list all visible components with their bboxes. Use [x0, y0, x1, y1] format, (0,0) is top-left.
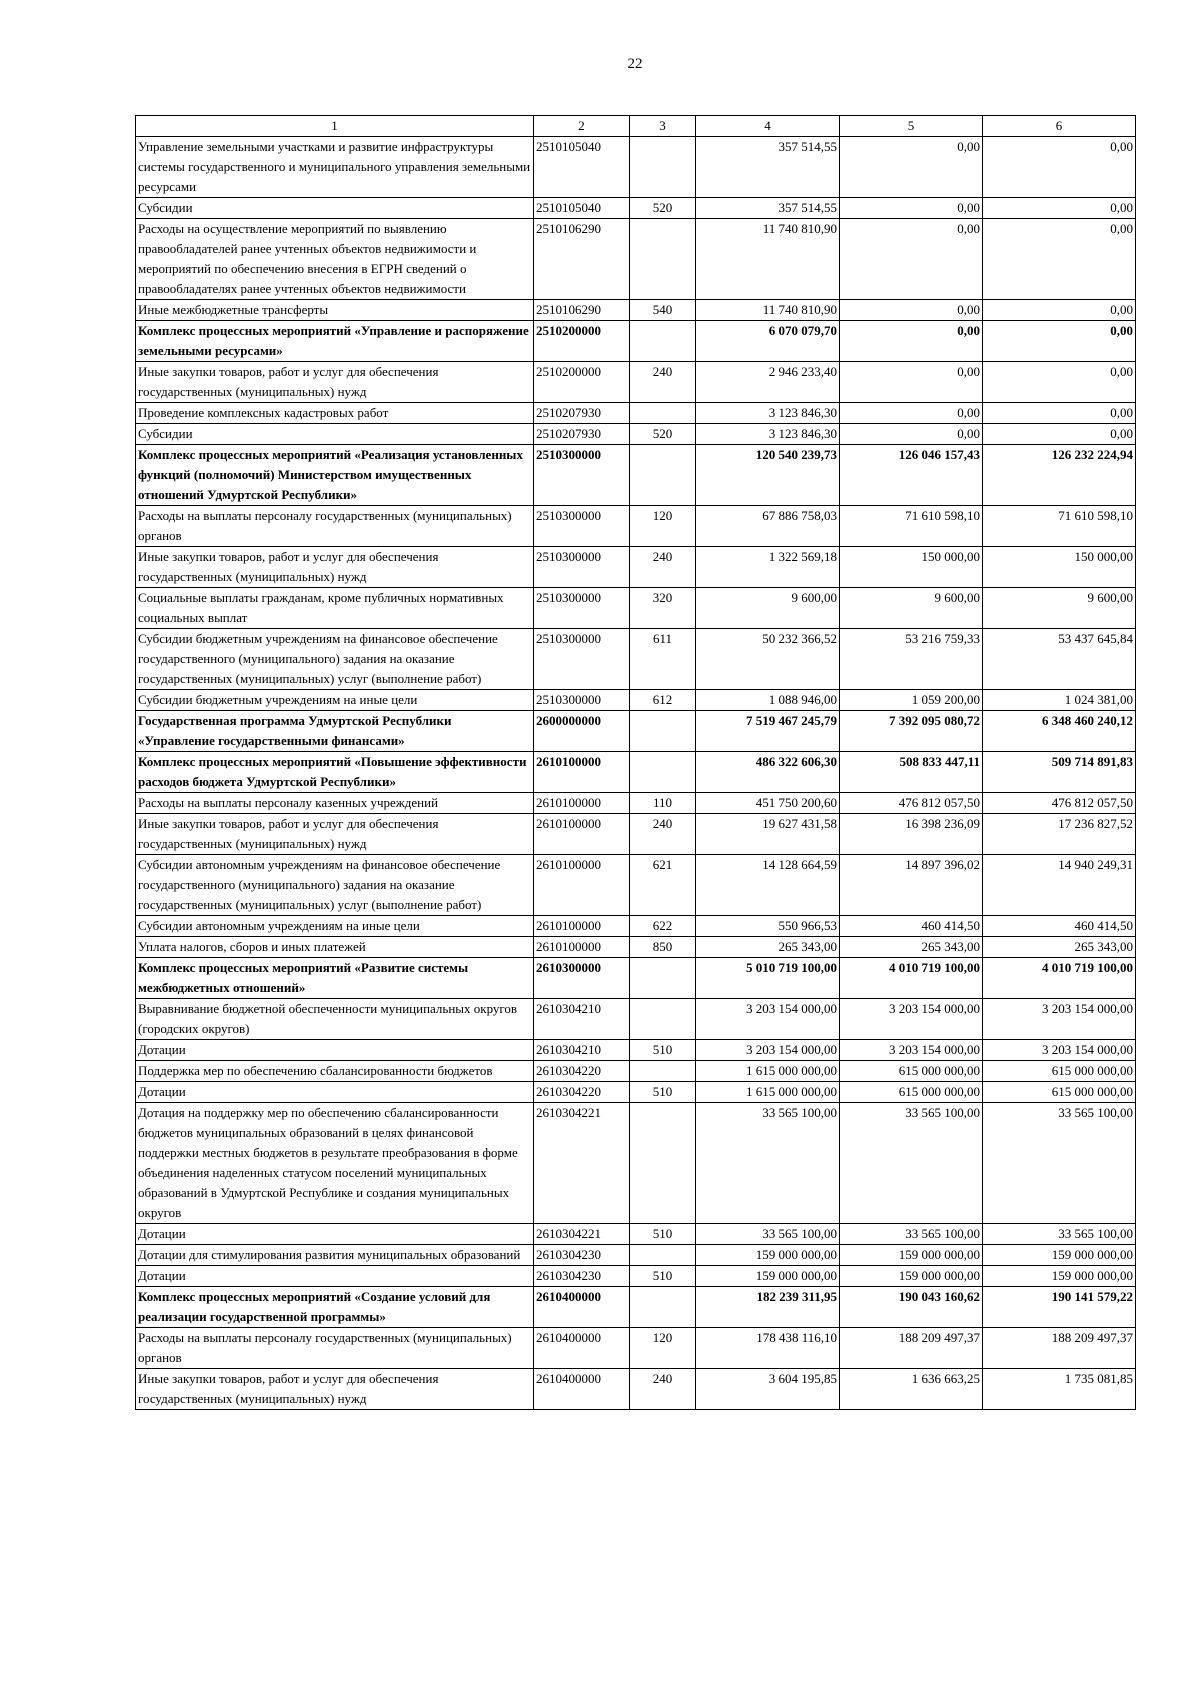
row-name-cell: Комплекс процессных мероприятий «Реализация установленных функций (полномочий) Министерством имущественных отношений Удмуртской Республики»: [136, 445, 534, 506]
row-value-col5-cell: 33 565 100,00: [840, 1224, 983, 1245]
row-name-cell: Расходы на выплаты персоналу государственных (муниципальных) органов: [136, 1328, 534, 1369]
row-name-cell: Дотации: [136, 1082, 534, 1103]
row-value-col5-cell: 159 000 000,00: [840, 1266, 983, 1287]
row-code-cell: 2610100000: [534, 855, 630, 916]
row-value-col4-cell: 1 322 569,18: [696, 547, 840, 588]
row-type-cell: 510: [630, 1266, 696, 1287]
row-name-cell: Иные закупки товаров, работ и услуг для обеспечения государственных (муниципальных) нужд: [136, 1369, 534, 1410]
table-row: [136, 916, 1136, 937]
row-value-col5-cell: 14 897 396,02: [840, 855, 983, 916]
row-value-col6-cell: 476 812 057,50: [983, 793, 1136, 814]
table-row: [136, 321, 1136, 362]
row-value-col4-cell: 11 740 810,90: [696, 219, 840, 300]
row-type-cell: 621: [630, 855, 696, 916]
row-name-cell: Государственная программа Удмуртской Республики «Управление государственными финансами»: [136, 711, 534, 752]
row-type-cell: [630, 321, 696, 362]
row-name-cell: Комплекс процессных мероприятий «Повышение эффективности расходов бюджета Удмуртской Республики»: [136, 752, 534, 793]
row-value-col4-cell: 159 000 000,00: [696, 1266, 840, 1287]
row-value-col6-cell: 509 714 891,83: [983, 752, 1136, 793]
column-header: 3: [630, 116, 696, 137]
row-value-col5-cell: 1 059 200,00: [840, 690, 983, 711]
row-name-cell: Расходы на выплаты персоналу казенных учреждений: [136, 793, 534, 814]
row-type-cell: [630, 999, 696, 1040]
row-value-col6-cell: 9 600,00: [983, 588, 1136, 629]
row-value-col6-cell: 1 735 081,85: [983, 1369, 1136, 1410]
row-code-cell: 2510300000: [534, 690, 630, 711]
row-type-cell: [630, 445, 696, 506]
row-type-cell: 520: [630, 198, 696, 219]
column-header: 2: [534, 116, 630, 137]
row-type-cell: 120: [630, 506, 696, 547]
row-code-cell: 2610100000: [534, 793, 630, 814]
row-code-cell: 2610304220: [534, 1061, 630, 1082]
table-row: [136, 1266, 1136, 1287]
row-value-col4-cell: 19 627 431,58: [696, 814, 840, 855]
row-type-cell: 510: [630, 1082, 696, 1103]
row-value-col6-cell: 4 010 719 100,00: [983, 958, 1136, 999]
row-value-col6-cell: 615 000 000,00: [983, 1061, 1136, 1082]
row-type-cell: 540: [630, 300, 696, 321]
row-type-cell: 850: [630, 937, 696, 958]
row-value-col6-cell: 150 000,00: [983, 547, 1136, 588]
row-type-cell: 240: [630, 1369, 696, 1410]
row-name-cell: Иные закупки товаров, работ и услуг для обеспечения государственных (муниципальных) нужд: [136, 814, 534, 855]
row-value-col4-cell: 1 615 000 000,00: [696, 1082, 840, 1103]
table-row: [136, 137, 1136, 198]
table-row: [136, 506, 1136, 547]
row-code-cell: 2600000000: [534, 711, 630, 752]
row-value-col5-cell: 190 043 160,62: [840, 1287, 983, 1328]
table-row: [136, 300, 1136, 321]
row-type-cell: 240: [630, 814, 696, 855]
row-code-cell: 2610100000: [534, 814, 630, 855]
row-name-cell: Выравнивание бюджетной обеспеченности муниципальных округов (городских округов): [136, 999, 534, 1040]
row-value-col4-cell: 451 750 200,60: [696, 793, 840, 814]
row-name-cell: Субсидии бюджетным учреждениям на иные цели: [136, 690, 534, 711]
row-code-cell: 2610100000: [534, 752, 630, 793]
row-code-cell: 2610304220: [534, 1082, 630, 1103]
row-value-col5-cell: 460 414,50: [840, 916, 983, 937]
row-value-col6-cell: 33 565 100,00: [983, 1103, 1136, 1224]
row-value-col5-cell: 1 636 663,25: [840, 1369, 983, 1410]
row-name-cell: Субсидии: [136, 424, 534, 445]
row-value-col4-cell: 265 343,00: [696, 937, 840, 958]
row-value-col6-cell: 159 000 000,00: [983, 1245, 1136, 1266]
row-value-col6-cell: 3 203 154 000,00: [983, 999, 1136, 1040]
row-name-cell: Субсидии: [136, 198, 534, 219]
row-value-col5-cell: 3 203 154 000,00: [840, 999, 983, 1040]
row-name-cell: Комплекс процессных мероприятий «Управление и распоряжение земельными ресурсами»: [136, 321, 534, 362]
row-code-cell: 2610304221: [534, 1224, 630, 1245]
row-code-cell: 2510300000: [534, 547, 630, 588]
row-type-cell: 240: [630, 547, 696, 588]
row-value-col4-cell: 6 070 079,70: [696, 321, 840, 362]
table-row: [136, 219, 1136, 300]
row-value-col5-cell: 16 398 236,09: [840, 814, 983, 855]
row-value-col4-cell: 3 123 846,30: [696, 403, 840, 424]
row-name-cell: Дотации: [136, 1224, 534, 1245]
row-value-col6-cell: 615 000 000,00: [983, 1082, 1136, 1103]
table-row: [136, 793, 1136, 814]
row-value-col4-cell: 3 203 154 000,00: [696, 1040, 840, 1061]
row-name-cell: Дотация на поддержку мер по обеспечению сбалансированности бюджетов муниципальных образований в целях финансовой поддержки местных бюджетов в результате преобразования в форме объединения наделенных статусом поселений муниципальных образований в Удмуртской Республике и создания муниципальных округов: [136, 1103, 534, 1224]
row-type-cell: 622: [630, 916, 696, 937]
row-value-col6-cell: 17 236 827,52: [983, 814, 1136, 855]
row-type-cell: [630, 711, 696, 752]
row-code-cell: 2610304230: [534, 1245, 630, 1266]
row-value-col6-cell: 126 232 224,94: [983, 445, 1136, 506]
row-value-col6-cell: 33 565 100,00: [983, 1224, 1136, 1245]
row-value-col4-cell: 33 565 100,00: [696, 1224, 840, 1245]
row-code-cell: 2510106290: [534, 300, 630, 321]
row-value-col5-cell: 615 000 000,00: [840, 1061, 983, 1082]
row-value-col4-cell: 178 438 116,10: [696, 1328, 840, 1369]
row-value-col6-cell: 3 203 154 000,00: [983, 1040, 1136, 1061]
row-value-col6-cell: 0,00: [983, 424, 1136, 445]
row-value-col4-cell: 357 514,55: [696, 137, 840, 198]
row-value-col6-cell: 0,00: [983, 321, 1136, 362]
table-row: [136, 814, 1136, 855]
table-row: [136, 1082, 1136, 1103]
row-value-col5-cell: 0,00: [840, 362, 983, 403]
row-name-cell: Субсидии автономным учреждениям на иные цели: [136, 916, 534, 937]
row-code-cell: 2510106290: [534, 219, 630, 300]
row-value-col4-cell: 2 946 233,40: [696, 362, 840, 403]
row-value-col4-cell: 3 123 846,30: [696, 424, 840, 445]
column-header: 6: [983, 116, 1136, 137]
row-code-cell: 2610100000: [534, 937, 630, 958]
row-type-cell: 120: [630, 1328, 696, 1369]
row-value-col5-cell: 265 343,00: [840, 937, 983, 958]
row-value-col5-cell: 159 000 000,00: [840, 1245, 983, 1266]
row-value-col4-cell: 1 088 946,00: [696, 690, 840, 711]
row-name-cell: Социальные выплаты гражданам, кроме публичных нормативных социальных выплат: [136, 588, 534, 629]
table-row: [136, 445, 1136, 506]
row-value-col6-cell: 0,00: [983, 362, 1136, 403]
row-code-cell: 2610400000: [534, 1369, 630, 1410]
row-value-col4-cell: 120 540 239,73: [696, 445, 840, 506]
table-row: [136, 752, 1136, 793]
row-type-cell: 520: [630, 424, 696, 445]
table-row: [136, 1103, 1136, 1224]
row-name-cell: Комплекс процессных мероприятий «Развитие системы межбюджетных отношений»: [136, 958, 534, 999]
row-value-col4-cell: 67 886 758,03: [696, 506, 840, 547]
row-type-cell: 110: [630, 793, 696, 814]
table-row: [136, 424, 1136, 445]
row-type-cell: [630, 752, 696, 793]
row-name-cell: Иные межбюджетные трансферты: [136, 300, 534, 321]
row-value-col5-cell: 0,00: [840, 424, 983, 445]
row-value-col6-cell: 71 610 598,10: [983, 506, 1136, 547]
page-number: 22: [627, 56, 643, 72]
row-code-cell: 2610100000: [534, 916, 630, 937]
row-value-col5-cell: 4 010 719 100,00: [840, 958, 983, 999]
row-value-col6-cell: 460 414,50: [983, 916, 1136, 937]
row-value-col6-cell: 190 141 579,22: [983, 1287, 1136, 1328]
row-value-col5-cell: 0,00: [840, 300, 983, 321]
table-row: [136, 937, 1136, 958]
row-value-col4-cell: 7 519 467 245,79: [696, 711, 840, 752]
row-value-col4-cell: 33 565 100,00: [696, 1103, 840, 1224]
table-row: [136, 403, 1136, 424]
table-row: [136, 1287, 1136, 1328]
row-value-col5-cell: 9 600,00: [840, 588, 983, 629]
row-value-col6-cell: 159 000 000,00: [983, 1266, 1136, 1287]
row-value-col5-cell: 150 000,00: [840, 547, 983, 588]
row-name-cell: Расходы на выплаты персоналу государственных (муниципальных) органов: [136, 506, 534, 547]
row-code-cell: 2510207930: [534, 403, 630, 424]
row-code-cell: 2610304210: [534, 999, 630, 1040]
row-code-cell: 2510105040: [534, 137, 630, 198]
row-name-cell: Субсидии бюджетным учреждениям на финансовое обеспечение государственного (муниципального) задания на оказание государственных (муниципальных) услуг (выполнение работ): [136, 629, 534, 690]
row-value-col6-cell: 1 024 381,00: [983, 690, 1136, 711]
row-value-col5-cell: 188 209 497,37: [840, 1328, 983, 1369]
row-name-cell: Дотации для стимулирования развития муниципальных образований: [136, 1245, 534, 1266]
row-type-cell: 510: [630, 1224, 696, 1245]
row-value-col6-cell: 0,00: [983, 219, 1136, 300]
row-name-cell: Поддержка мер по обеспечению сбалансированности бюджетов: [136, 1061, 534, 1082]
row-code-cell: 2510200000: [534, 362, 630, 403]
table-row: [136, 198, 1136, 219]
table-row: [136, 1245, 1136, 1266]
row-code-cell: 2610304230: [534, 1266, 630, 1287]
row-type-cell: [630, 958, 696, 999]
table-row: [136, 1040, 1136, 1061]
row-value-col5-cell: 0,00: [840, 321, 983, 362]
row-value-col5-cell: 0,00: [840, 137, 983, 198]
column-header: 1: [136, 116, 534, 137]
table-row: [136, 1328, 1136, 1369]
budget-table-body: [136, 116, 1136, 1410]
row-value-col6-cell: 0,00: [983, 403, 1136, 424]
column-header: 5: [840, 116, 983, 137]
row-type-cell: [630, 1287, 696, 1328]
row-value-col5-cell: 33 565 100,00: [840, 1103, 983, 1224]
row-value-col4-cell: 550 966,53: [696, 916, 840, 937]
row-value-col4-cell: 3 203 154 000,00: [696, 999, 840, 1040]
row-value-col5-cell: 0,00: [840, 219, 983, 300]
row-type-cell: [630, 137, 696, 198]
row-type-cell: 240: [630, 362, 696, 403]
row-value-col4-cell: 11 740 810,90: [696, 300, 840, 321]
row-code-cell: 2510300000: [534, 445, 630, 506]
table-row: [136, 855, 1136, 916]
row-name-cell: Субсидии автономным учреждениям на финансовое обеспечение государственного (муниципального) задания на оказание государственных (муниципальных) услуг (выполнение работ): [136, 855, 534, 916]
row-code-cell: 2510200000: [534, 321, 630, 362]
row-value-col5-cell: 615 000 000,00: [840, 1082, 983, 1103]
row-name-cell: Проведение комплексных кадастровых работ: [136, 403, 534, 424]
table-row: [136, 547, 1136, 588]
row-value-col4-cell: 1 615 000 000,00: [696, 1061, 840, 1082]
row-code-cell: 2510300000: [534, 629, 630, 690]
table-row: [136, 958, 1136, 999]
row-type-cell: [630, 219, 696, 300]
row-code-cell: 2510207930: [534, 424, 630, 445]
row-value-col6-cell: 265 343,00: [983, 937, 1136, 958]
row-value-col6-cell: 14 940 249,31: [983, 855, 1136, 916]
row-name-cell: Комплекс процессных мероприятий «Создание условий для реализации государственной программы»: [136, 1287, 534, 1328]
table-row: [136, 711, 1136, 752]
row-value-col5-cell: 508 833 447,11: [840, 752, 983, 793]
row-value-col4-cell: 14 128 664,59: [696, 855, 840, 916]
row-name-cell: Дотации: [136, 1040, 534, 1061]
row-code-cell: 2510300000: [534, 506, 630, 547]
row-value-col4-cell: 182 239 311,95: [696, 1287, 840, 1328]
row-value-col4-cell: 3 604 195,85: [696, 1369, 840, 1410]
row-value-col4-cell: 9 600,00: [696, 588, 840, 629]
row-name-cell: Уплата налогов, сборов и иных платежей: [136, 937, 534, 958]
row-value-col4-cell: 486 322 606,30: [696, 752, 840, 793]
table-row: [136, 1061, 1136, 1082]
row-type-cell: [630, 1061, 696, 1082]
row-value-col6-cell: 0,00: [983, 300, 1136, 321]
row-value-col4-cell: 5 010 719 100,00: [696, 958, 840, 999]
row-name-cell: Расходы на осуществление мероприятий по выявлению правообладателей ранее учтенных объектов недвижимости и мероприятий по обеспечению внесения в ЕГРН сведений о правообладателях ранее учтенных объектов недвижимости: [136, 219, 534, 300]
table-row: [136, 999, 1136, 1040]
row-code-cell: 2510300000: [534, 588, 630, 629]
table-row: [136, 1369, 1136, 1410]
row-type-cell: [630, 403, 696, 424]
column-header: 4: [696, 116, 840, 137]
row-code-cell: 2610304210: [534, 1040, 630, 1061]
row-type-cell: 611: [630, 629, 696, 690]
row-value-col5-cell: 0,00: [840, 198, 983, 219]
row-type-cell: [630, 1245, 696, 1266]
row-type-cell: 510: [630, 1040, 696, 1061]
table-row: [136, 690, 1136, 711]
row-name-cell: Управление земельными участками и развитие инфраструктуры системы государственного и муниципального управления земельными ресурсами: [136, 137, 534, 198]
table-row: [136, 362, 1136, 403]
table-row: [136, 629, 1136, 690]
table-header-row: [136, 116, 1136, 137]
row-code-cell: 2610304221: [534, 1103, 630, 1224]
row-code-cell: 2510105040: [534, 198, 630, 219]
row-value-col6-cell: 188 209 497,37: [983, 1328, 1136, 1369]
row-value-col5-cell: 3 203 154 000,00: [840, 1040, 983, 1061]
table-row: [136, 1224, 1136, 1245]
row-value-col6-cell: 6 348 460 240,12: [983, 711, 1136, 752]
row-code-cell: 2610400000: [534, 1328, 630, 1369]
row-type-cell: 320: [630, 588, 696, 629]
row-name-cell: Дотации: [136, 1266, 534, 1287]
row-code-cell: 2610400000: [534, 1287, 630, 1328]
budget-table: [135, 115, 1136, 1410]
row-value-col4-cell: 50 232 366,52: [696, 629, 840, 690]
row-type-cell: 612: [630, 690, 696, 711]
row-type-cell: [630, 1103, 696, 1224]
row-value-col4-cell: 357 514,55: [696, 198, 840, 219]
row-value-col5-cell: 126 046 157,43: [840, 445, 983, 506]
row-value-col5-cell: 0,00: [840, 403, 983, 424]
row-name-cell: Иные закупки товаров, работ и услуг для обеспечения государственных (муниципальных) нужд: [136, 362, 534, 403]
row-value-col6-cell: 0,00: [983, 198, 1136, 219]
table-row: [136, 588, 1136, 629]
row-value-col4-cell: 159 000 000,00: [696, 1245, 840, 1266]
row-value-col5-cell: 476 812 057,50: [840, 793, 983, 814]
row-value-col6-cell: 53 437 645,84: [983, 629, 1136, 690]
row-value-col5-cell: 53 216 759,33: [840, 629, 983, 690]
row-code-cell: 2610300000: [534, 958, 630, 999]
row-name-cell: Иные закупки товаров, работ и услуг для обеспечения государственных (муниципальных) нужд: [136, 547, 534, 588]
row-value-col5-cell: 71 610 598,10: [840, 506, 983, 547]
row-value-col6-cell: 0,00: [983, 137, 1136, 198]
row-value-col5-cell: 7 392 095 080,72: [840, 711, 983, 752]
